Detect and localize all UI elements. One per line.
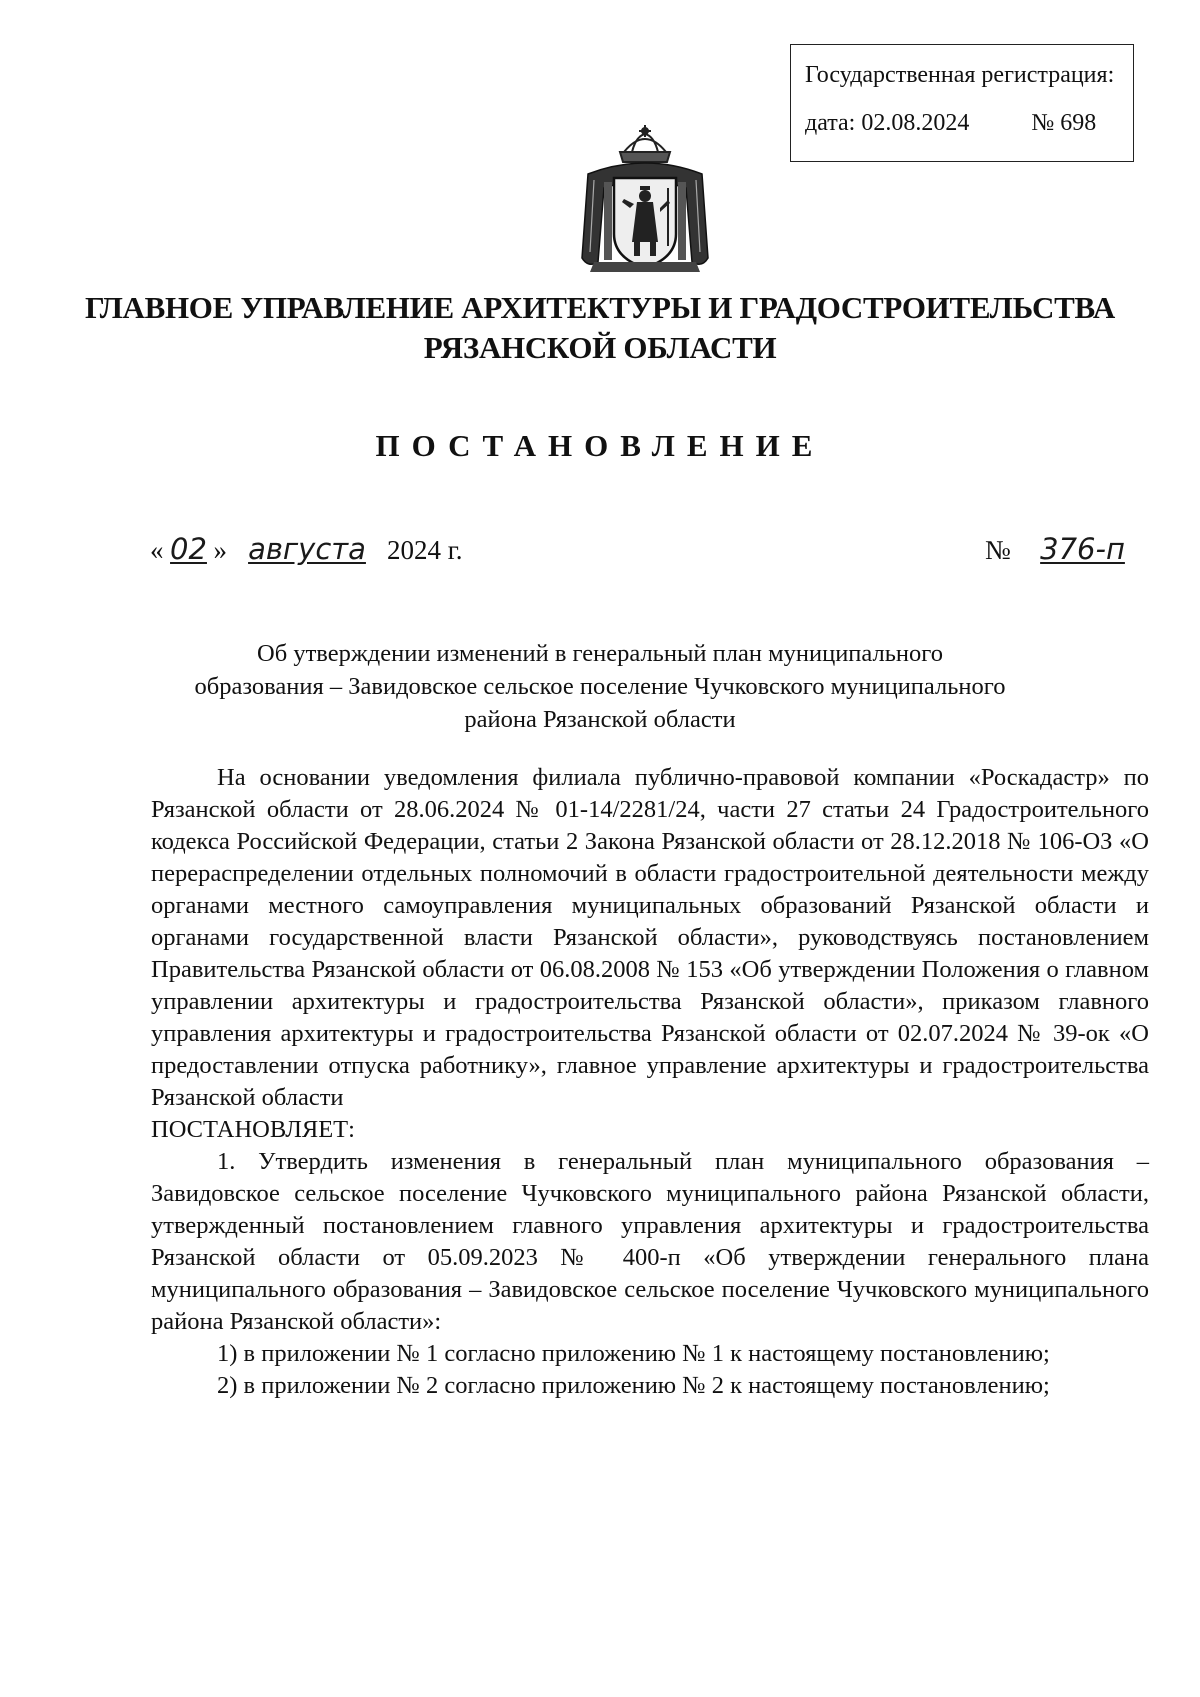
registration-number: № 698 [1031,110,1097,136]
item-1-paragraph: 1. Утвердить изменения в генеральный план муниципального образования – Завидовское сельское поселение Чучковского муниципального района Рязанской области, утвержденный постановлением главного управления архитектуры и градостроительства Рязанской области от 05.09.2023 № 400-п «Об утверждении генерального плана муниципального образования – Завидовское сельское поселение Чучковского муниципального района Рязанской области»: [151,1148,1149,1335]
issuing-authority [0,288,1200,368]
document-date [150,532,463,566]
subitem-1-paragraph: 1) в приложении № 1 согласно приложению № 1 к настоящему постановлению; [217,1340,1050,1367]
authority-line-1: ГЛАВНОЕ УПРАВЛЕНИЕ АРХИТЕКТУРЫ И ГРАДОСТРОИТЕЛЬСТВА [84,290,1115,325]
date-month-handwritten: августа [248,532,366,566]
subitem-2-paragraph: 2) в приложении № 2 согласно приложению № 2 к настоящему постановлению; [217,1372,1050,1399]
date-day-handwritten: 02 [170,532,207,566]
subject-line-3: района Рязанской области [464,706,736,733]
registration-stamp [790,44,1134,162]
date-close-quote: » [213,535,227,565]
authority-line-2: РЯЗАНСКОЙ ОБЛАСТИ [423,330,777,365]
document-subject [0,637,1200,736]
document-body [151,762,1149,1402]
date-open-quote: « [150,535,164,565]
document-type-title: ПОСТАНОВЛЕНИЕ [375,428,825,463]
number-value-handwritten: 376-п [1040,532,1125,566]
document-number [985,532,1148,566]
decides-line: ПОСТАНОВЛЯЕТ: [151,1116,355,1143]
registration-row [805,111,1133,135]
preamble-paragraph: На основании уведомления филиала публично-правовой компании «Роскадастр» по Рязанской области от 28.06.2024 № 01-14/2281/24, части 27 статьи 24 Градостроительного кодекса Российской Федерации, статьи 2 Закона Рязанской области от 28.12.2018 № 106-ОЗ «О перераспределении отдельных полномочий в области градостроительной деятельности между органами местного самоуправления муниципальных образований Рязанской области и органами государственной власти Рязанской области», руководствуясь постановлением Правительства Рязанской области от 06.08.2008 № 153 «Об утверждении Положения о главном управлении архитектуры и градостроительства Рязанской области», приказом главного управления архитектуры и градостроительства Рязанской области от 02.07.2024 № 39-ок «О предоставлении отпуска работнику», главное управление архитектуры и градостроительства Рязанской области [151,764,1149,1111]
number-sign: № [985,535,1011,565]
date-year: 2024 г. [387,535,463,565]
subject-line-1: Об утверждении изменений в генеральный план муниципального [257,640,943,667]
subject-line-2: образования – Завидовское сельское поселение Чучковского муниципального [194,673,1006,700]
registration-title: Государственная регистрация: [805,62,1115,88]
registration-date: дата: 02.08.2024 [805,110,970,136]
coat-of-arms-icon [574,122,716,278]
